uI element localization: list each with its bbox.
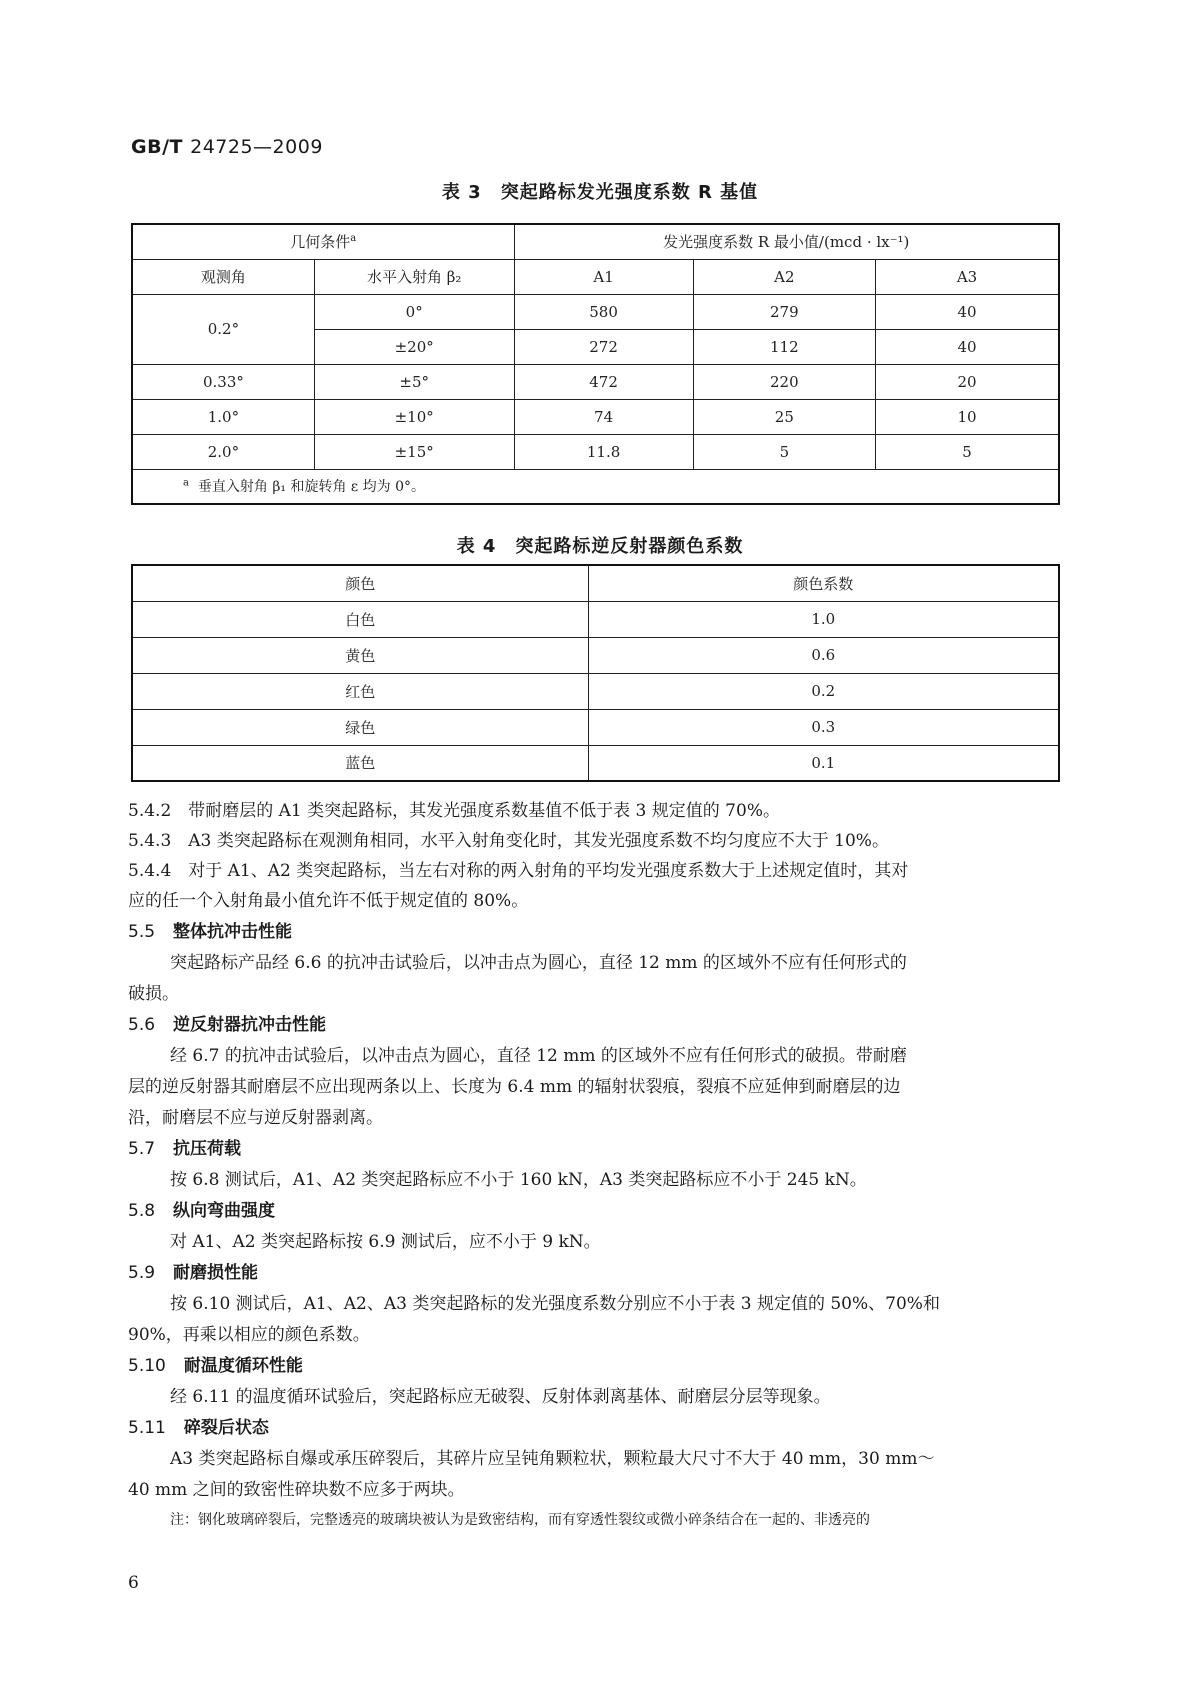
para-5-6-line2: 层的逆反射器其耐磨层不应出现两条以上、长度为 6.4 mm 的辐射状裂痕，裂痕不应延伸到耐磨层的边 xyxy=(128,1077,901,1097)
cell-a3: 5 xyxy=(876,434,1059,469)
para-5-5-line2: 破损。 xyxy=(128,984,179,1004)
cell-a3: 40 xyxy=(876,329,1059,364)
table-row xyxy=(132,601,1059,637)
table3-caption: 表 3 突起路标发光强度系数 R 基值 xyxy=(441,182,759,203)
para-5-10: 经 6.11 的温度循环试验后，突起路标应无破裂、反射体剥离基体、耐磨层分层等现象。 xyxy=(170,1387,831,1407)
cell-inc: ±15° xyxy=(314,434,514,469)
cell-a1: 472 xyxy=(514,364,693,399)
col-color-coef: 颜色系数 xyxy=(588,565,1059,601)
table-row xyxy=(132,637,1059,673)
geom-header: 几何条件 xyxy=(290,233,351,252)
cell-color: 红色 xyxy=(132,673,588,709)
cell-obs: 1.0° xyxy=(132,399,314,434)
para-5-6-line3: 沿，耐磨层不应与逆反射器剥离。 xyxy=(128,1108,383,1128)
table3 xyxy=(131,223,1060,505)
clause-5-4-4-line1: 5.4.4 对于 A1、A2 类突起路标，当左右对称的两入射角的平均发光强度系数大于上述规定值时，其对 xyxy=(128,861,909,881)
section-5-7-heading xyxy=(128,1134,241,1159)
clause-5-4-2: 5.4.2 带耐磨层的 A1 类突起路标，其发光强度系数基值不低于表 3 规定值的 70%。 xyxy=(128,801,780,821)
section-5-10-heading xyxy=(128,1351,303,1376)
cell-a1: 272 xyxy=(514,329,693,364)
cell-color: 黄色 xyxy=(132,637,588,673)
para-5-7: 按 6.8 测试后，A1、A2 类突起路标应不小于 160 kN，A3 类突起路标应不小于 245 kN。 xyxy=(170,1170,867,1190)
cell-a1: 580 xyxy=(514,294,693,329)
section-number: 5.6 xyxy=(128,1015,156,1035)
cell-inc: 0° xyxy=(314,294,514,329)
table-row xyxy=(132,364,1059,399)
cell-a1: 74 xyxy=(514,399,693,434)
table-row xyxy=(132,709,1059,745)
para-5-9-line1: 按 6.10 测试后，A1、A2、A3 类突起路标的发光强度系数分别应不小于表 3 规定值的 50%、70%和 xyxy=(170,1294,940,1314)
col-a3: A3 xyxy=(876,259,1059,294)
table3-header-row-2 xyxy=(132,259,1059,294)
standard-code xyxy=(131,136,323,158)
col-a2: A2 xyxy=(693,259,875,294)
col-observation-angle: 观测角 xyxy=(132,259,314,294)
section-5-6-heading xyxy=(128,1010,326,1035)
para-5-8: 对 A1、A2 类突起路标按 6.9 测试后，应不小于 9 kN。 xyxy=(170,1232,601,1252)
coef-header: 发光强度系数 R 最小值/(mcd · lx⁻¹) xyxy=(514,224,1059,259)
section-title: 碎裂后状态 xyxy=(183,1418,269,1438)
section-number: 5.7 xyxy=(128,1139,156,1159)
cell-coef: 1.0 xyxy=(588,601,1059,637)
cell-a2: 220 xyxy=(693,364,875,399)
para-5-5-line1: 突起路标产品经 6.6 的抗冲击试验后，以冲击点为圆心，直径 12 mm 的区域外不应有任何形式的 xyxy=(170,953,907,973)
section-number: 5.9 xyxy=(128,1263,156,1283)
table3-footnote-row xyxy=(132,469,1059,504)
cell-obs: 2.0° xyxy=(132,434,314,469)
section-number: 5.11 xyxy=(128,1418,166,1438)
table3-header-row-1 xyxy=(132,224,1059,259)
section-5-11-heading xyxy=(128,1413,269,1438)
geom-header-cell xyxy=(132,224,514,259)
section-title: 逆反射器抗冲击性能 xyxy=(173,1015,327,1035)
table4 xyxy=(131,564,1060,782)
clause-5-4-4-line2: 应的任一个入射角最小值允许不低于规定值的 80%。 xyxy=(128,891,529,911)
geom-header-mark: a xyxy=(350,233,357,245)
section-5-9-heading xyxy=(128,1258,258,1283)
section-number: 5.10 xyxy=(128,1356,166,1376)
table-row xyxy=(132,399,1059,434)
section-5-8-heading xyxy=(128,1196,275,1221)
cell-color: 白色 xyxy=(132,601,588,637)
para-5-11-line2: 40 mm 之间的致密性碎块数不应多于两块。 xyxy=(128,1480,465,1500)
cell-color: 绿色 xyxy=(132,709,588,745)
table4-caption: 表 4 突起路标逆反射器颜色系数 xyxy=(456,536,744,557)
cell-a2: 5 xyxy=(693,434,875,469)
cell-a3: 20 xyxy=(876,364,1059,399)
table-row xyxy=(132,745,1059,781)
table-row xyxy=(132,294,1059,329)
col-color: 颜色 xyxy=(132,565,588,601)
cell-coef: 0.2 xyxy=(588,673,1059,709)
cell-obs: 0.33° xyxy=(132,364,314,399)
section-title: 抗压荷载 xyxy=(173,1139,242,1159)
cell-coef: 0.3 xyxy=(588,709,1059,745)
cell-a2: 279 xyxy=(693,294,875,329)
cell-a2: 25 xyxy=(693,399,875,434)
standard-prefix: GB/T xyxy=(131,136,183,158)
cell-a3: 40 xyxy=(876,294,1059,329)
section-title: 耐磨损性能 xyxy=(173,1263,259,1283)
section-number: 5.5 xyxy=(128,922,156,942)
section-title: 整体抗冲击性能 xyxy=(173,922,293,942)
table-row xyxy=(132,673,1059,709)
cell-obs: 0.2° xyxy=(132,294,314,364)
col-a1: A1 xyxy=(514,259,693,294)
table3-footnote xyxy=(132,469,1059,504)
note-text: 注：钢化玻璃碎裂后，完整透亮的玻璃块被认为是致密结构，而有穿透性裂纹或微小碎条结合在一起的、非透亮的 xyxy=(170,1512,870,1528)
cell-inc: ±20° xyxy=(314,329,514,364)
para-5-9-line2: 90%，再乘以相应的颜色系数。 xyxy=(128,1325,370,1345)
standard-number: 24725—2009 xyxy=(190,136,323,158)
section-5-5-heading xyxy=(128,917,292,942)
footnote-text: 垂直入射角 β₁ 和旋转角 ε 均为 0°。 xyxy=(197,479,425,496)
para-5-6-line1: 经 6.7 的抗冲击试验后，以冲击点为圆心，直径 12 mm 的区域外不应有任何形式的破损。带耐磨 xyxy=(170,1046,907,1066)
page-number: 6 xyxy=(128,1573,139,1593)
section-title: 耐温度循环性能 xyxy=(183,1356,303,1376)
cell-inc: ±5° xyxy=(314,364,514,399)
footnote-mark: a xyxy=(183,477,189,489)
cell-coef: 0.1 xyxy=(588,745,1059,781)
cell-a1: 11.8 xyxy=(514,434,693,469)
section-title: 纵向弯曲强度 xyxy=(173,1201,276,1221)
cell-coef: 0.6 xyxy=(588,637,1059,673)
clause-5-4-3: 5.4.3 A3 类突起路标在观测角相同，水平入射角变化时，其发光强度系数不均匀度应不大于 10%。 xyxy=(128,831,889,851)
cell-color: 蓝色 xyxy=(132,745,588,781)
table4-header-row xyxy=(132,565,1059,601)
cell-a2: 112 xyxy=(693,329,875,364)
section-number: 5.8 xyxy=(128,1201,156,1221)
cell-a3: 10 xyxy=(876,399,1059,434)
col-horizontal-incidence: 水平入射角 β₂ xyxy=(314,259,514,294)
cell-inc: ±10° xyxy=(314,399,514,434)
table-row xyxy=(132,434,1059,469)
para-5-11-line1: A3 类突起路标自爆或承压碎裂后，其碎片应呈钝角颗粒状，颗粒最大尺寸不大于 40 mm，30 mm～ xyxy=(170,1449,935,1469)
